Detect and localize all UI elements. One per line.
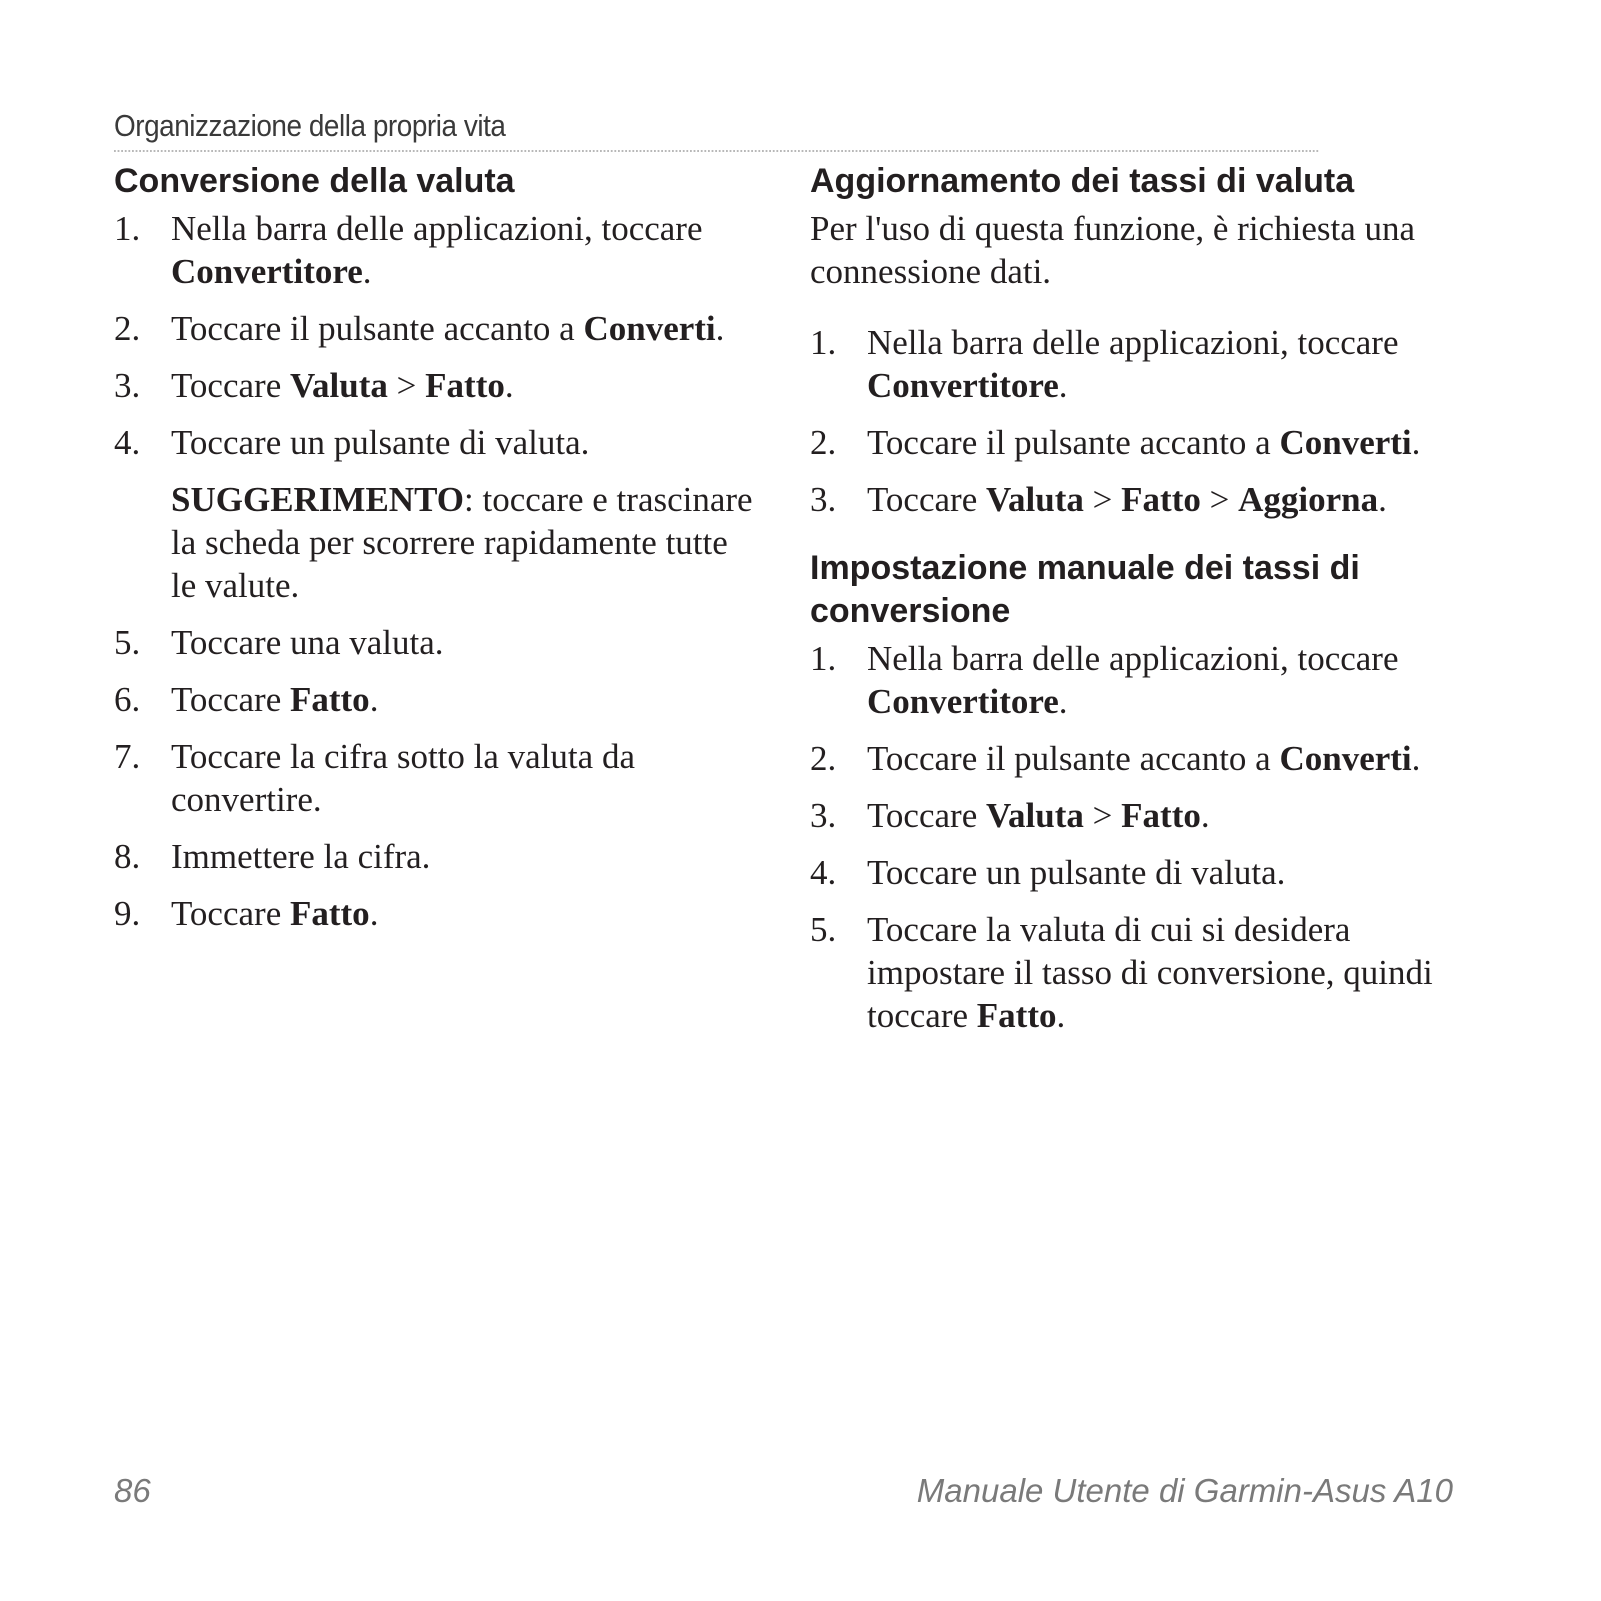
list-item: 3. Toccare Valuta > Fatto. [114, 366, 514, 405]
step-number: 2. [810, 423, 837, 462]
section-title-manual: Impostazione manuale dei tassi di conversione [810, 549, 1360, 630]
conversion-steps [114, 207, 754, 464]
conversion-steps-continued [114, 621, 754, 935]
step-number: 7. [114, 737, 141, 776]
step-number: 4. [810, 853, 837, 892]
list-item: 8. Immettere la cifra. [114, 837, 431, 876]
left-column [114, 160, 754, 935]
step-number: 8. [114, 837, 141, 876]
list-item: 6. Toccare Fatto. [114, 680, 379, 719]
list-item: 9. Toccare Fatto. [114, 894, 379, 933]
list-item: 4. Toccare un pulsante di valuta. [114, 423, 590, 462]
section-title-update: Aggiornamento dei tassi di valuta [810, 162, 1355, 200]
list-item: 1. Nella barra delle applicazioni, toccare Convertitore. [810, 639, 1399, 721]
step-number: 3. [114, 366, 141, 405]
list-item: 2. Toccare il pulsante accanto a Converti. [114, 309, 725, 348]
step-number: 6. [114, 680, 141, 719]
section-title-conversion: Conversione della valuta [114, 162, 515, 200]
footer-manual-title: Manuale Utente di Garmin-Asus A10 [916, 1472, 1453, 1509]
step-number: 3. [810, 796, 837, 835]
list-item: 7. Toccare la cifra sotto la valuta da convertire. [114, 737, 635, 819]
list-item: 3. Toccare Valuta > Fatto. [810, 796, 1210, 835]
tip-note: SUGGERIMENTO: toccare e trascinare la scheda per scorrere rapidamente tutte le valute. [171, 480, 753, 605]
step-number: 5. [810, 910, 837, 949]
step-number: 1. [810, 323, 837, 362]
list-item: 3. Toccare Valuta > Fatto > Aggiorna. [810, 480, 1387, 519]
list-item: 5. Toccare una valuta. [114, 623, 444, 662]
step-number: 3. [810, 480, 837, 519]
step-number: 9. [114, 894, 141, 933]
page-number: 86 [114, 1472, 151, 1509]
step-number: 2. [114, 309, 141, 348]
right-column [810, 160, 1460, 1037]
list-item: 1. Nella barra delle applicazioni, toccare Convertitore. [810, 323, 1399, 405]
list-item: 2. Toccare il pulsante accanto a Converti. [810, 739, 1421, 778]
step-number: 1. [114, 209, 141, 248]
step-number: 4. [114, 423, 141, 462]
manual-steps [810, 637, 1460, 1037]
update-steps [810, 321, 1460, 521]
list-item: 4. Toccare un pulsante di valuta. [810, 853, 1286, 892]
list-item: 1. Nella barra delle applicazioni, toccare Convertitore. [114, 209, 703, 291]
step-number: 1. [810, 639, 837, 678]
running-header: Organizzazione della propria vita [114, 108, 1318, 152]
list-item: 2. Toccare il pulsante accanto a Converti. [810, 423, 1421, 462]
step-number: 5. [114, 623, 141, 662]
list-item: 5. Toccare la valuta di cui si desidera impostare il tasso di conversione, quindi toccare Fatto. [810, 910, 1433, 1035]
update-intro: Per l'uso di questa funzione, è richiesta una connessione dati. [810, 209, 1416, 291]
step-number: 2. [810, 739, 837, 778]
